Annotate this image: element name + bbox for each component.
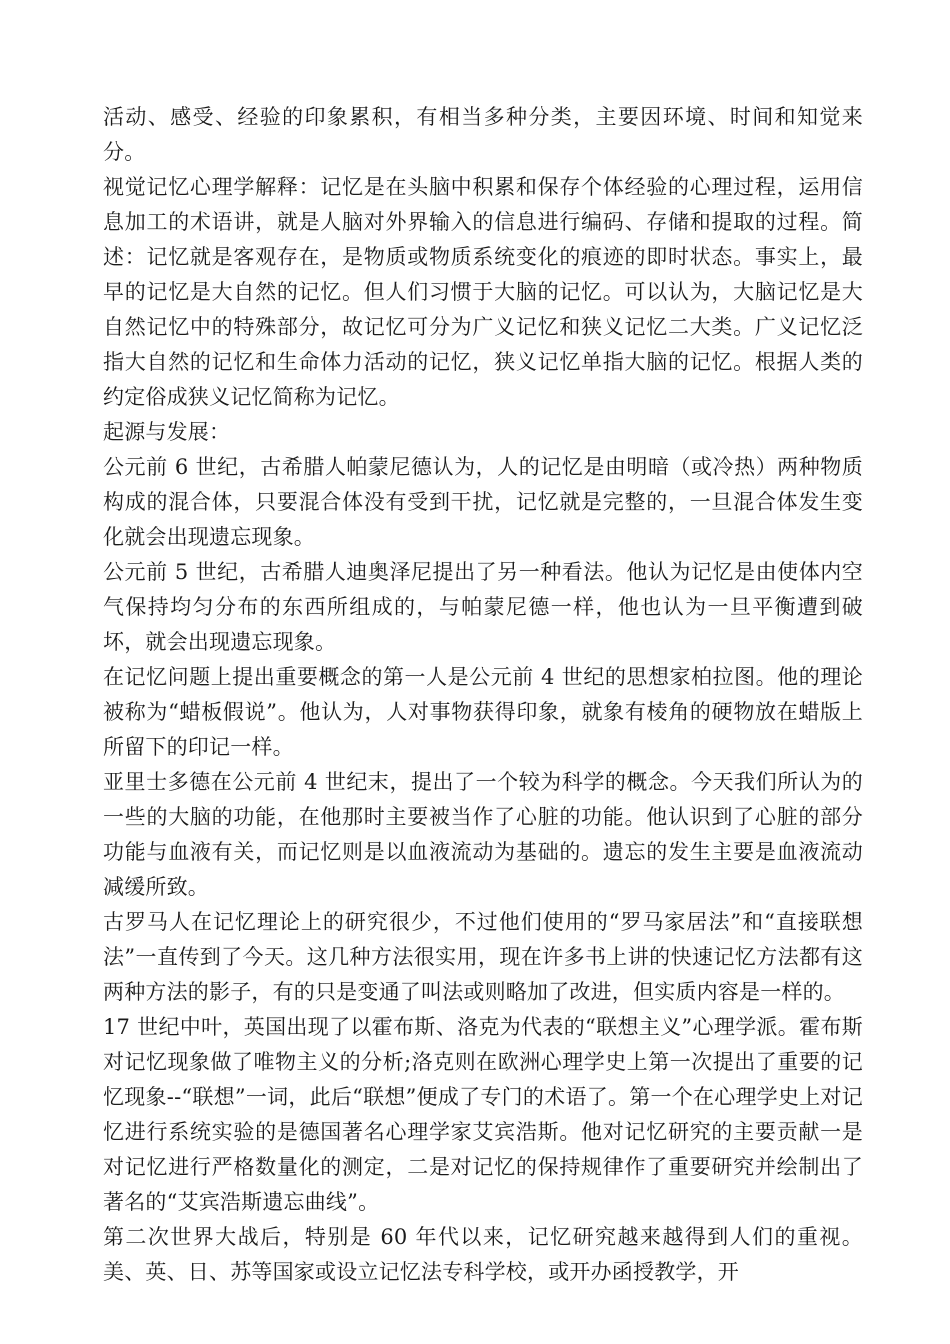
paragraph-6th-century-bc: 公元前 6 世纪，古希腊人帕蒙尼德认为，人的记忆是由明暗（或冷热）两种物质构成的混合体，只要混合体没有受到干扰，记忆就是完整的，一旦混合体发生变化就会出现遗忘现象。 <box>103 455 863 549</box>
paragraph-aristotle: 亚里士多德在公元前 4 世纪末，提出了一个较为科学的概念。今天我们所认为的一些的大脑的功能，在他那时主要被当作了心脏的功能。他认识到了心脏的部分功能与血液有关，而记忆则是以血液流动为基础的。遗忘的发生主要是血液流动减缓所致。 <box>103 770 863 899</box>
paragraph-plato-wax-tablet: 在记忆问题上提出重要概念的第一人是公元前 4 世纪的思想家柏拉图。他的理论被称为“蜡板假说”。他认为，人对事物获得印象，就象有棱角的硬物放在蜡版上所留下的印记一样。 <box>103 665 863 759</box>
document-body <box>103 100 863 1290</box>
paragraph-5th-century-bc: 公元前 5 世纪，古希腊人迪奥泽尼提出了另一种看法。他认为记忆是由使体内空气保持均匀分布的东西所组成的，与帕蒙尼德一样，他也认为一旦平衡遭到破坏，就会出现遗忘现象。 <box>103 560 863 654</box>
paragraph-visual-memory-psychology: 视觉记忆心理学解释：记忆是在头脑中积累和保存个体经验的心理过程，运用信息加工的术语讲，就是人脑对外界输入的信息进行编码、存储和提取的过程。简述：记忆就是客观存在，是物质或物质系统变化的痕迹的即时状态。事实上，最早的记忆是大自然的记忆。但人们习惯于大脑的记忆。可以认为，大脑记忆是大自然记忆中的特殊部分，故记忆可分为广义记忆和狭义记忆二大类。广义记忆泛指大自然的记忆和生命体力活动的记忆，狭义记忆单指大脑的记忆。根据人类的约定俗成狭义记忆简称为记忆。 <box>103 175 863 409</box>
paragraph-post-wwii: 第二次世界大战后，特别是 60 年代以来，记忆研究越来越得到人们的重视。美、英、日、苏等国家或设立记忆法专科学校，或开办函授教学，开 <box>103 1225 863 1284</box>
paragraph-ancient-rome: 古罗马人在记忆理论上的研究很少，不过他们使用的“罗马家居法”和“直接联想法”一直传到了今天。这几种方法很实用，现在许多书上讲的快速记忆方法都有这两种方法的影子，有的只是变通了叫法或则略加了改进，但实质内容是一样的。 <box>103 910 863 1004</box>
paragraph-17th-century-associationism: 17 世纪中叶，英国出现了以霍布斯、洛克为代表的“联想主义”心理学派。霍布斯对记忆现象做了唯物主义的分析;洛克则在欧洲心理学史上第一次提出了重要的记忆现象--“联想”一词，此后“联想”便成了专门的术语了。第一个在心理学史上对记忆进行系统实验的是德国著名心理学家艾宾浩斯。他对记忆研究的主要贡献一是对记忆进行严格数量化的测定，二是对记忆的保持规律作了重要研究并绘制出了著名的“艾宾浩斯遗忘曲线”。 <box>103 1015 863 1214</box>
section-heading-origin-development: 起源与发展： <box>103 420 231 444</box>
paragraph-memory-definition-continued: 活动、感受、经验的印象累积，有相当多种分类，主要因环境、时间和知觉来分。 <box>103 105 863 164</box>
